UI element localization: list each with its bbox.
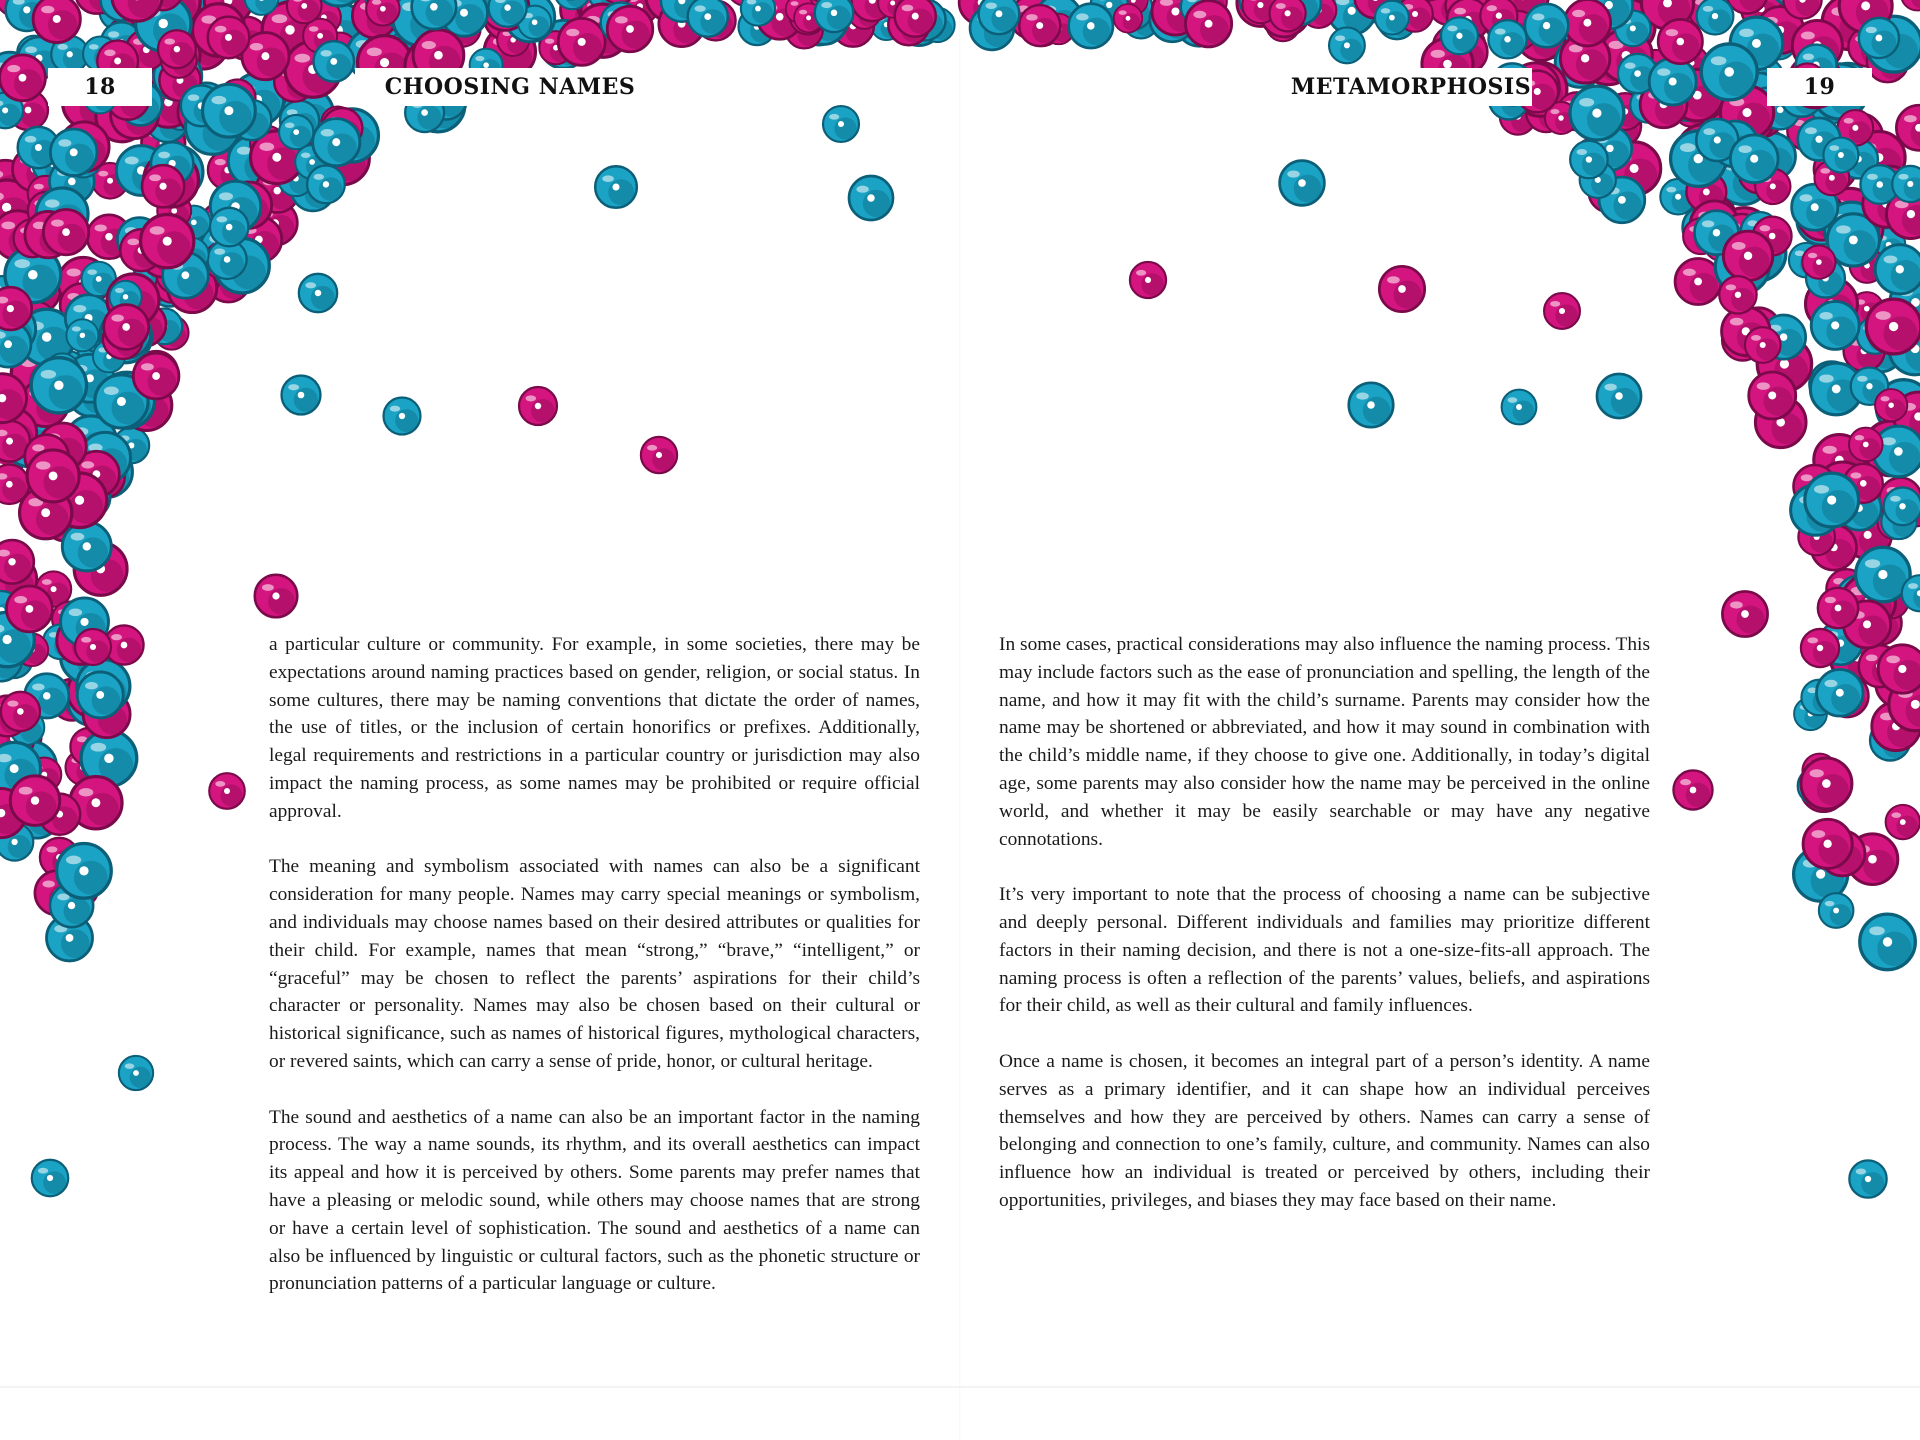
- sequin: [1818, 588, 1858, 628]
- sequin: [141, 214, 194, 267]
- sequin: [1730, 135, 1778, 183]
- sequin: [1849, 1160, 1886, 1197]
- sequin: [1719, 276, 1756, 313]
- sequin: [1564, 0, 1610, 46]
- sequin: [641, 437, 677, 473]
- sequin: [1697, 0, 1734, 35]
- sequin: [1488, 20, 1526, 58]
- sequin: [299, 274, 337, 312]
- sequin: [1570, 141, 1607, 178]
- sequin: [558, 18, 605, 65]
- sequin: [1673, 770, 1712, 809]
- sequin: [1859, 18, 1899, 58]
- sequin: [1379, 266, 1424, 311]
- sequin: [75, 629, 111, 665]
- body-paragraph: Once a name is chosen, it becomes an integral part of a person’s identity. A name serves as a primary identifier, and it can shape how an individual perceives themselves and how they are perceived by others. Names can carry a sense of belonging and connection to one’s family, culture, and community. Names can also influence how an individual is treated or perceived by others, including their opportunities, privileges, and biases they may face based on their name.: [999, 1050, 1650, 1211]
- sequin: [1811, 301, 1859, 349]
- sequin: [1069, 4, 1113, 48]
- page-bottom-edge: [0, 1386, 1920, 1388]
- sequin: [1819, 893, 1854, 928]
- sequin: [823, 106, 859, 142]
- sequin: [488, 0, 526, 27]
- sequin: [307, 166, 345, 204]
- sequin: [62, 522, 111, 571]
- sequin: [282, 376, 321, 415]
- sequin: [595, 166, 637, 208]
- sequin: [0, 287, 32, 330]
- sequin: [1801, 629, 1839, 667]
- sequin: [1801, 758, 1852, 809]
- sequin: [1270, 0, 1306, 31]
- sequin: [77, 672, 123, 718]
- sequin: [1441, 17, 1478, 54]
- sequin: [1185, 1, 1231, 47]
- sequin: [1875, 245, 1920, 294]
- sequin: [1901, 0, 1920, 10]
- sequin: [119, 1056, 153, 1090]
- sequin: [688, 0, 728, 37]
- sequin: [1329, 27, 1365, 63]
- sequin: [43, 209, 88, 254]
- sequin: [33, 0, 80, 43]
- sequin: [1884, 487, 1920, 525]
- sequin: [1723, 231, 1772, 280]
- sequin: [384, 398, 421, 435]
- sequin: [1849, 428, 1883, 462]
- sequin: [142, 165, 184, 207]
- sequin: [1544, 293, 1580, 329]
- sequin: [1878, 645, 1920, 693]
- sequin: [6, 586, 52, 632]
- sequin: [1375, 1, 1409, 35]
- sequin: [1130, 262, 1166, 298]
- sequin: [1745, 327, 1781, 363]
- sequin: [1502, 390, 1537, 425]
- left-page-body: [269, 631, 920, 1298]
- sequin: [1749, 372, 1796, 419]
- sequin: [849, 176, 893, 220]
- sequin: [1280, 161, 1325, 206]
- sequin: [209, 773, 245, 809]
- sequin: [1349, 383, 1393, 427]
- sequin: [203, 84, 256, 137]
- sequin: [31, 358, 86, 413]
- body-paragraph: The meaning and symbolism associated with names can also be a significant consideration for many people. Names may carry special meanings or symbolism, and individuals may choose names based on their desired attributes or qualities for their child. For example, names that mean “strong,” “brave,” “intelligent,” or “graceful” may be chosen to reflect the parents’ aspirations for their child’s character or personality. Names may also be chosen based on their cultural or historical significance, such as names of historical figures, mythological characters, or revered saints, which can carry a sense of pride, honor, or cultural heritage.: [269, 856, 920, 1072]
- sequin: [279, 115, 313, 149]
- body-paragraph: It’s very important to note that the process of choosing a name can be subjective and deeply personal. Different individuals and families may prioritize different factors in their naming decision, and there is not a one-size-fits-all approach. The naming process is often a reflection of the parents’ values, beliefs, and aspirations for their child, as well as their cultural and family influences.: [999, 884, 1650, 1017]
- sequin: [104, 305, 149, 350]
- sequin: [1805, 473, 1859, 527]
- sequin: [255, 575, 298, 618]
- sequin: [979, 0, 1020, 34]
- sequin: [815, 0, 853, 32]
- sequin: [741, 0, 775, 26]
- sequin: [208, 17, 250, 59]
- sequin: [57, 844, 112, 899]
- sequin: [1658, 19, 1702, 63]
- sequin: [1722, 591, 1767, 636]
- sequin: [66, 319, 98, 351]
- page-number-right: 19: [1767, 68, 1872, 106]
- sequin: [314, 41, 354, 81]
- sequin: [27, 450, 79, 502]
- sequin: [313, 119, 360, 166]
- sequin: [0, 540, 34, 584]
- sequin: [1886, 805, 1920, 839]
- body-paragraph: The sound and aesthetics of a name can also be an important factor in the naming process. The way a name sounds, its rhythm, and its overall aesthetics can impact its appeal and how it is perceived by others. Some parents may prefer names that have a pleasing or melodic sound, while others may choose names that are strong or have a certain level of sophistication. The sound and aesthetics of a name can also be influenced by linguistic or cultural factors, such as the phonetic structure or pronunciation patterns of a particular language or culture.: [269, 1106, 920, 1295]
- running-head-right: METAMORPHOSIS: [1290, 68, 1532, 106]
- sequin: [50, 129, 97, 176]
- sequin: [133, 353, 179, 399]
- page-gutter: [959, 0, 961, 1440]
- sequin: [1, 692, 40, 731]
- sequin: [1114, 4, 1143, 33]
- sequin: [1649, 58, 1696, 105]
- sequin: [210, 208, 248, 246]
- page-number-left: 18: [48, 68, 152, 106]
- sequin: [366, 0, 399, 26]
- sequin: [1570, 86, 1624, 140]
- sequin: [1860, 914, 1916, 970]
- sequin: [895, 0, 936, 37]
- sequin: [1823, 138, 1858, 173]
- body-paragraph: In some cases, practical considerations may also influence the naming process. This may include factors such as the ease of pronunciation and spelling, the length of the name, and how it may fit with the child’s surname. Parents may consider how the name may be shortened or abbreviated, and how it may sound in combination with the child’s middle name, if they choose to give one. Additionally, in today’s digital age, some parents may also consider how the name may be perceived in the online world, and whether it may be easily searchable or may have any negative connotations.: [999, 634, 1650, 850]
- sequin: [32, 1160, 68, 1196]
- sequin: [1803, 819, 1852, 868]
- sequin: [1875, 389, 1907, 421]
- sequin: [1701, 44, 1757, 100]
- right-page-body: [999, 631, 1650, 1215]
- sequin: [1892, 166, 1920, 202]
- sequin: [519, 387, 557, 425]
- sequin: [0, 55, 45, 101]
- sequin: [607, 6, 653, 52]
- running-head-left: CHOOSING NAMES: [355, 68, 665, 106]
- sequin: [1597, 374, 1641, 418]
- sequin: [1019, 5, 1060, 46]
- sequin: [158, 30, 196, 68]
- sequin: [1525, 4, 1568, 47]
- sequin: [1817, 669, 1864, 716]
- sequin: [1802, 245, 1835, 278]
- sequin: [10, 776, 59, 825]
- body-paragraph: a particular culture or community. For example, in some societies, there may be expectations around naming practices based on gender, religion, or social status. In some cultures, there may be naming conventions that dictate the order of names, the use of titles, or the inclusion of certain honorifics or prefixes. Additionally, legal requirements and restrictions in a particular country or jurisdiction may also impact the naming process, as some names may be prohibited or require official approval.: [269, 634, 920, 822]
- sequin: [1866, 299, 1920, 354]
